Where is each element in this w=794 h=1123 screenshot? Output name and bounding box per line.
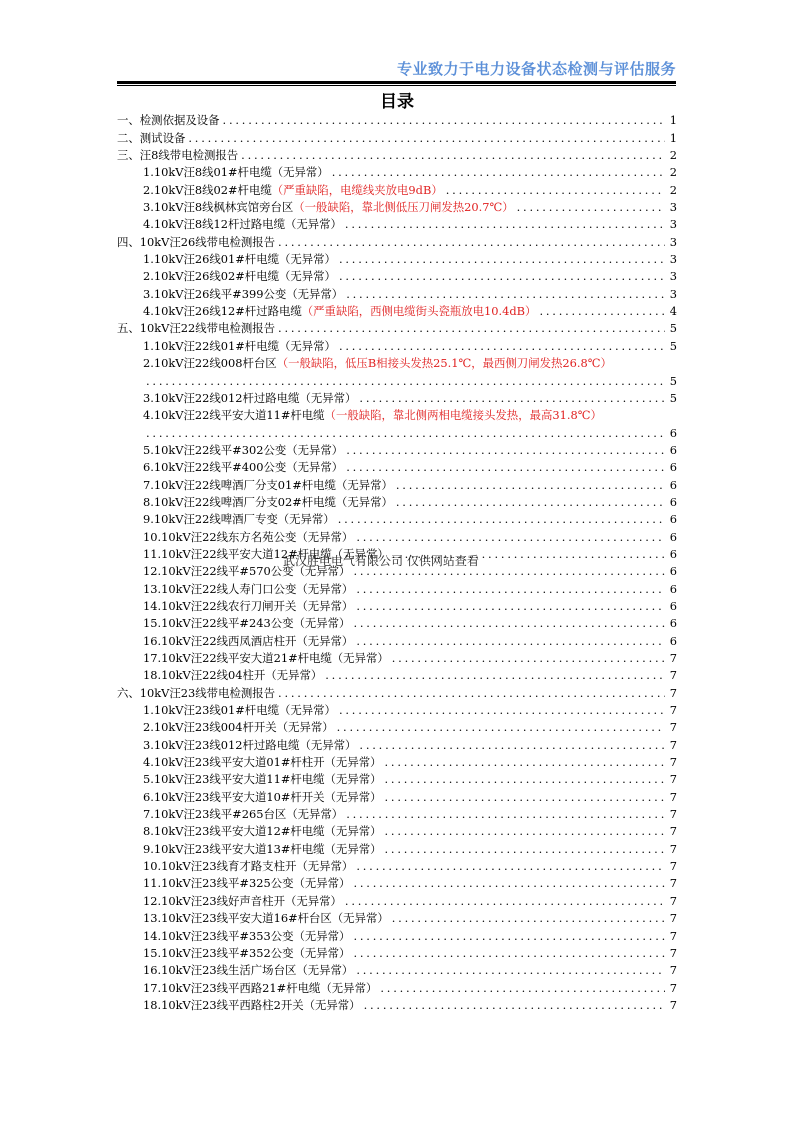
toc-entry[interactable] bbox=[117, 162, 677, 179]
toc-leader-dots bbox=[385, 842, 666, 856]
toc-entry[interactable] bbox=[117, 283, 677, 300]
toc-leader-dots bbox=[325, 668, 665, 682]
toc-entry-label bbox=[143, 894, 342, 908]
toc-entry-label bbox=[143, 512, 335, 526]
toc-entry[interactable] bbox=[117, 648, 677, 665]
toc-entry-text: 五、10kV汪22线带电检测报告 bbox=[117, 321, 276, 336]
toc-entry-label bbox=[143, 929, 350, 943]
toc-entry[interactable] bbox=[117, 630, 677, 647]
toc-entry-text: 8.10kV汪22线啤酒厂分支02#杆电缆（无异常） bbox=[143, 494, 393, 509]
toc-entry-label bbox=[117, 148, 238, 162]
toc-leader-dots bbox=[346, 460, 665, 474]
toc-page-number: 7 bbox=[669, 945, 677, 960]
toc-leader-dots bbox=[364, 998, 665, 1012]
toc-entry-label bbox=[143, 703, 336, 717]
toc-entry-text: 17.10kV汪23线平西路21#杆电缆（无异常） bbox=[143, 980, 378, 995]
toc-entry[interactable] bbox=[117, 249, 677, 266]
toc-page-number: 6 bbox=[669, 494, 677, 509]
toc-entry-label bbox=[117, 235, 275, 249]
toc-entry-label bbox=[143, 824, 382, 838]
toc-page-number: 3 bbox=[669, 269, 677, 284]
toc-page-number: 4 bbox=[669, 304, 677, 319]
toc-entry-text: 1.10kV汪23线01#杆电缆（无异常） bbox=[143, 703, 336, 718]
toc-leader-dots bbox=[332, 165, 665, 179]
toc-entry[interactable] bbox=[117, 405, 677, 422]
toc-page-number: 2 bbox=[669, 148, 677, 163]
toc-entry[interactable] bbox=[117, 821, 677, 838]
toc-entry-defect-note: （严重缺陷，西侧电缆街头瓷瓶放电10.4dB） bbox=[301, 304, 537, 319]
toc-entry[interactable] bbox=[117, 873, 677, 890]
toc-page-number: 7 bbox=[669, 824, 677, 839]
toc-entry[interactable] bbox=[117, 145, 677, 162]
toc-entry[interactable] bbox=[117, 197, 677, 214]
toc-entry-text: 2.10kV汪8线02#杆电缆 bbox=[143, 182, 272, 197]
toc-page-number: 7 bbox=[669, 997, 677, 1012]
toc-entry[interactable] bbox=[117, 786, 677, 803]
toc-leader-dots bbox=[356, 530, 665, 544]
toc-page-number: 6 bbox=[669, 425, 677, 440]
toc-entry[interactable] bbox=[117, 110, 677, 127]
toc-entry-defect-note: （一般缺陷，靠北侧低压刀闸发热20.7℃） bbox=[293, 200, 514, 215]
toc-entry-label bbox=[143, 460, 343, 474]
toc-page-number: 2 bbox=[669, 165, 677, 180]
toc-page-number: 6 bbox=[669, 529, 677, 544]
toc-entry-label bbox=[143, 859, 353, 873]
toc-entry-text: 13.10kV汪22线人寿门口公变（无异常） bbox=[143, 581, 354, 596]
toc-entry-label bbox=[143, 252, 336, 266]
toc-page-number: 1 bbox=[669, 113, 677, 128]
toc-entry-text: 6.10kV汪22线平#400公变（无异常） bbox=[143, 460, 344, 475]
toc-entry-label bbox=[143, 339, 336, 353]
toc-entry[interactable] bbox=[117, 717, 677, 734]
toc-page-number: 7 bbox=[669, 928, 677, 943]
toc-leader-dots bbox=[539, 304, 665, 318]
toc-entry-text: 3.10kV汪22线012杆过路电缆（无异常） bbox=[143, 390, 357, 405]
toc-entry[interactable] bbox=[117, 353, 677, 370]
toc-leader-dots bbox=[241, 148, 665, 162]
toc-entry[interactable] bbox=[117, 370, 677, 387]
toc-entry-label bbox=[143, 616, 350, 630]
toc-entry[interactable] bbox=[117, 127, 677, 144]
toc-page-number: 7 bbox=[669, 980, 677, 995]
toc-page-number: 7 bbox=[669, 911, 677, 926]
toc-entry-label bbox=[117, 131, 185, 145]
toc-leader-dots bbox=[278, 686, 665, 700]
toc-entry[interactable] bbox=[117, 214, 677, 231]
toc-entry-text: 10.10kV汪22线东方名苑公变（无异常） bbox=[143, 529, 354, 544]
toc-entry-label bbox=[143, 755, 382, 769]
toc-entry-label bbox=[117, 321, 275, 335]
toc-entry[interactable] bbox=[117, 526, 677, 543]
toc-entry[interactable] bbox=[117, 596, 677, 613]
toc-entry-label bbox=[143, 842, 382, 856]
toc-entry-label bbox=[143, 946, 350, 960]
toc-entry[interactable] bbox=[117, 977, 677, 994]
toc-entry-text: 4.10kV汪22线平安大道11#杆电缆 bbox=[143, 408, 325, 423]
toc-entry-label bbox=[143, 911, 389, 925]
toc-leader-dots bbox=[396, 478, 665, 492]
toc-entry[interactable] bbox=[117, 474, 677, 491]
toc-entry[interactable] bbox=[117, 388, 677, 405]
toc-entry-text: 14.10kV汪22线农行刀闸开关（无异常） bbox=[143, 598, 354, 613]
toc-entry-label bbox=[143, 998, 361, 1012]
toc-entry-text: 14.10kV汪23线平#353公变（无异常） bbox=[143, 928, 351, 943]
toc-entry-text: 15.10kV汪23线平#352公变（无异常） bbox=[143, 945, 351, 960]
toc-entry-text: 12.10kV汪23线好声音柱开（无异常） bbox=[143, 893, 342, 908]
toc-entry[interactable] bbox=[117, 804, 677, 821]
toc-page-number: 3 bbox=[669, 234, 677, 249]
toc-entry-defect-note: （严重缺陷，电缆线夹放电9dB） bbox=[271, 182, 443, 197]
toc-entry[interactable] bbox=[117, 179, 677, 196]
toc-entry[interactable] bbox=[117, 440, 677, 457]
toc-entry[interactable] bbox=[117, 734, 677, 751]
toc-entry-text: 2.10kV汪22线008杆台区 bbox=[143, 356, 277, 371]
toc-page-number: 7 bbox=[669, 841, 677, 856]
toc-page-number: 6 bbox=[669, 477, 677, 492]
toc-page-number: 3 bbox=[669, 200, 677, 215]
toc-entry-label bbox=[143, 599, 353, 613]
toc-entry-text: 16.10kV汪23线生活广场台区（无异常） bbox=[143, 963, 354, 978]
header-rule-thin bbox=[117, 85, 676, 86]
toc-entry-label bbox=[143, 582, 353, 596]
toc-leader-dots bbox=[385, 824, 666, 838]
toc-entry-label bbox=[143, 183, 443, 197]
toc-leader-dots bbox=[517, 200, 665, 214]
toc-entry-label bbox=[143, 790, 382, 804]
toc-page-number: 5 bbox=[669, 390, 677, 405]
toc-leader-dots bbox=[359, 391, 665, 405]
toc-leader-dots bbox=[278, 321, 665, 335]
toc-entry-text: 12.10kV汪22线平#570公变（无异常） bbox=[143, 564, 351, 579]
toc-entry[interactable] bbox=[117, 301, 677, 318]
toc-entry[interactable] bbox=[117, 838, 677, 855]
toc-entry-label bbox=[143, 981, 377, 995]
toc-entry[interactable] bbox=[117, 925, 677, 942]
toc-leader-dots bbox=[346, 287, 665, 301]
toc-leader-dots bbox=[385, 755, 666, 769]
toc-leader-dots bbox=[396, 495, 665, 509]
toc-entry[interactable] bbox=[117, 995, 677, 1012]
toc-entry-text: 10.10kV汪23线育才路支柱开（无异常） bbox=[143, 859, 354, 874]
toc-entry-text: 1.10kV汪8线01#杆电缆（无异常） bbox=[143, 165, 329, 180]
toc-entry-text: 4.10kV汪23线平安大道01#杆柱开（无异常） bbox=[143, 755, 382, 770]
toc-leader-dots bbox=[356, 634, 665, 648]
toc-page-number: 7 bbox=[669, 651, 677, 665]
toc-entry-text: 4.10kV汪8线12杆过路电缆（无异常） bbox=[143, 217, 342, 232]
toc-leader-dots bbox=[392, 651, 665, 665]
toc-entry[interactable] bbox=[117, 890, 677, 907]
toc-leader-dots bbox=[356, 582, 665, 596]
toc-leader-dots bbox=[356, 963, 665, 977]
toc-page-number: 6 bbox=[669, 460, 677, 475]
toc-page-number: 5 bbox=[669, 373, 677, 388]
toc-page-number: 6 bbox=[669, 546, 677, 561]
toc-entry-label bbox=[143, 165, 329, 179]
toc-entry[interactable] bbox=[117, 231, 677, 248]
toc-page-number: 6 bbox=[669, 564, 677, 579]
toc-leader-dots bbox=[392, 911, 665, 925]
toc-entry-label bbox=[143, 634, 353, 648]
toc-entry-text: 15.10kV汪22线平#243公变（无异常） bbox=[143, 616, 351, 631]
toc-entry-text: 3.10kV汪23线012杆过路电缆（无异常） bbox=[143, 737, 357, 752]
toc-entry-label bbox=[143, 304, 536, 318]
watermark: 武汉胜电电气有限公司 仅供网站查看 bbox=[283, 554, 479, 568]
toc-entry-text: 11.10kV汪22线平安大道12#杆电缆（无异常） bbox=[143, 546, 389, 561]
toc-entry-text: 16.10kV汪22线西凤酒店柱开（无异常） bbox=[143, 633, 354, 648]
toc-page-number: 6 bbox=[669, 616, 677, 631]
toc-leader-dots bbox=[345, 894, 665, 908]
toc-entry-label bbox=[143, 391, 356, 405]
toc-entry-text: 18.10kV汪22线04柱开（无异常） bbox=[143, 668, 323, 683]
toc-entry[interactable] bbox=[117, 856, 677, 873]
toc-entry-text: 一、检测依据及设备 bbox=[117, 113, 220, 128]
toc-page-number: 6 bbox=[669, 598, 677, 613]
header-slogan: 专业致力于电力设备状态检测与评估服务 bbox=[396, 60, 676, 78]
toc-entry[interactable] bbox=[117, 266, 677, 283]
toc-leader-dots bbox=[278, 235, 665, 249]
toc-leader-dots bbox=[385, 790, 666, 804]
toc-page-number: 5 bbox=[669, 338, 677, 353]
toc-leader-dots bbox=[146, 426, 665, 440]
toc-entry-label bbox=[143, 876, 350, 890]
toc-entry[interactable] bbox=[117, 509, 677, 526]
toc-page-number: 6 bbox=[669, 633, 677, 648]
toc-leader-dots bbox=[339, 252, 665, 266]
toc-entry-label bbox=[117, 113, 220, 127]
toc-page-number: 1 bbox=[669, 130, 677, 145]
toc-entry-text: 17.10kV汪22线平安大道21#杆电缆（无异常） bbox=[143, 651, 389, 665]
toc-entry-text: 5.10kV汪23线平安大道11#杆电缆（无异常） bbox=[143, 772, 382, 787]
toc-leader-dots bbox=[346, 443, 665, 457]
toc-entry-label bbox=[143, 200, 514, 214]
toc-entry-text: 3.10kV汪26线平#399公变（无异常） bbox=[143, 286, 344, 301]
toc-entry[interactable] bbox=[117, 908, 677, 925]
toc-leader-dots bbox=[188, 131, 665, 145]
toc-entry-text: 二、测试设备 bbox=[117, 130, 186, 145]
toc-entry-label bbox=[143, 668, 322, 682]
toc-entry-text: 13.10kV汪23线平安大道16#杆台区（无异常） bbox=[143, 911, 389, 926]
toc-entry[interactable] bbox=[117, 943, 677, 960]
toc-entry-text: 6.10kV汪23线平安大道10#杆开关（无异常） bbox=[143, 789, 382, 804]
toc-leader-dots bbox=[385, 772, 666, 786]
toc-leader-dots bbox=[146, 374, 665, 388]
toc-entry-label bbox=[143, 495, 393, 509]
toc-entry-label bbox=[143, 269, 336, 283]
toc-leader-dots bbox=[359, 738, 665, 752]
toc-entry-defect-note: （一般缺陷，靠北侧两相电缆接头发热，最高31.8℃） bbox=[324, 408, 602, 423]
toc-entry-label bbox=[143, 443, 343, 457]
page-title: 目录 bbox=[380, 92, 414, 112]
toc-entry-label bbox=[143, 963, 353, 977]
toc-entry[interactable] bbox=[117, 682, 677, 699]
toc-entry-text: 3.10kV汪8线枫林宾馆旁台区 bbox=[143, 200, 294, 215]
toc-page-number: 7 bbox=[669, 789, 677, 804]
toc-leader-dots bbox=[353, 876, 665, 890]
toc-entry-defect-note: （一般缺陷，低压B相接头发热25.1℃，最西侧刀闸发热26.8℃） bbox=[276, 356, 612, 371]
toc-entry-text: 9.10kV汪22线啤酒厂专变（无异常） bbox=[143, 512, 335, 527]
toc-entry-text: 8.10kV汪23线平安大道12#杆电缆（无异常） bbox=[143, 824, 382, 839]
toc-page-number: 7 bbox=[669, 876, 677, 891]
toc-leader-dots bbox=[356, 599, 665, 613]
toc-leader-dots bbox=[345, 217, 665, 231]
toc-entry[interactable] bbox=[117, 769, 677, 786]
toc-entry-label bbox=[143, 478, 393, 492]
toc-entry[interactable] bbox=[117, 613, 677, 630]
toc-leader-dots bbox=[338, 512, 665, 526]
toc-page-number: 2 bbox=[669, 182, 677, 197]
toc-entry-label bbox=[143, 807, 343, 821]
toc-entry-text: 三、汪8线带电检测报告 bbox=[117, 148, 239, 163]
toc-entry-label bbox=[143, 408, 602, 422]
toc-leader-dots bbox=[339, 339, 665, 353]
header-rule bbox=[117, 81, 676, 84]
toc-entry[interactable] bbox=[117, 665, 677, 682]
toc-page-number: 6 bbox=[669, 581, 677, 596]
toc-entry[interactable] bbox=[117, 752, 677, 769]
toc-leader-dots bbox=[223, 113, 665, 127]
toc-entry-text: 六、10kV汪23线带电检测报告 bbox=[117, 685, 276, 700]
toc-leader-dots bbox=[446, 183, 665, 197]
toc-entry[interactable] bbox=[117, 960, 677, 977]
toc-entry-text: 1.10kV汪22线01#杆电缆（无异常） bbox=[143, 338, 336, 353]
toc-page-number: 7 bbox=[669, 737, 677, 752]
toc-page-number: 7 bbox=[669, 893, 677, 908]
toc-entry-text: 18.10kV汪23线平西路柱2开关（无异常） bbox=[143, 997, 361, 1012]
toc-entry-text: 2.10kV汪23线004杆开关（无异常） bbox=[143, 720, 334, 735]
toc-entry-text: 5.10kV汪22线平#302公变（无异常） bbox=[143, 442, 344, 457]
toc-entry-label bbox=[143, 772, 382, 786]
toc-entry[interactable] bbox=[117, 578, 677, 595]
toc-entry-label bbox=[143, 356, 612, 370]
toc-leader-dots bbox=[356, 859, 665, 873]
toc-page-number: 3 bbox=[669, 286, 677, 301]
toc-page-number: 3 bbox=[669, 252, 677, 267]
toc-entry-label bbox=[143, 651, 389, 665]
toc-page-number: 7 bbox=[669, 963, 677, 978]
toc-leader-dots bbox=[346, 807, 665, 821]
toc-leader-dots bbox=[337, 720, 665, 734]
toc-entry-label bbox=[143, 287, 343, 301]
toc-page-number: 7 bbox=[669, 703, 677, 718]
toc-entry-text: 2.10kV汪26线02#杆电缆（无异常） bbox=[143, 269, 336, 284]
toc-page-number: 7 bbox=[669, 807, 677, 822]
toc-entry-text: 1.10kV汪26线01#杆电缆（无异常） bbox=[143, 252, 336, 267]
toc-entry[interactable] bbox=[117, 335, 677, 352]
toc-entry-label bbox=[143, 217, 342, 231]
toc-leader-dots bbox=[339, 269, 665, 283]
toc-entry-label bbox=[143, 530, 353, 544]
toc-entry[interactable] bbox=[117, 422, 677, 439]
toc-leader-dots bbox=[353, 929, 665, 943]
toc-page-number: 6 bbox=[669, 512, 677, 527]
toc-entry[interactable] bbox=[117, 492, 677, 509]
toc-entry-text: 9.10kV汪23线平安大道13#杆电缆（无异常） bbox=[143, 841, 382, 856]
toc-entry-text: 4.10kV汪26线12#杆过路电缆 bbox=[143, 304, 302, 319]
toc-entry[interactable] bbox=[117, 700, 677, 717]
toc-page-number: 5 bbox=[669, 321, 677, 336]
toc-page-number: 7 bbox=[669, 859, 677, 874]
toc-entry[interactable] bbox=[117, 318, 677, 335]
toc-entry-text: 11.10kV汪23线平#325公变（无异常） bbox=[143, 876, 351, 891]
toc-page-number: 7 bbox=[669, 772, 677, 787]
toc-leader-dots bbox=[339, 703, 665, 717]
toc-page-number: 3 bbox=[669, 217, 677, 232]
toc-page-number: 7 bbox=[669, 685, 677, 700]
toc-entry[interactable] bbox=[117, 457, 677, 474]
toc-page-number: 7 bbox=[669, 755, 677, 770]
toc-entry-text: 7.10kV汪22线啤酒厂分支01#杆电缆（无异常） bbox=[143, 477, 393, 492]
toc-leader-dots bbox=[380, 981, 665, 995]
toc-entry-text: 7.10kV汪23线平#265台区（无异常） bbox=[143, 807, 344, 822]
toc-page-number: 7 bbox=[669, 720, 677, 735]
toc-entry-label bbox=[143, 738, 356, 752]
toc-entry-label bbox=[143, 720, 334, 734]
toc-page-number: 6 bbox=[669, 442, 677, 457]
toc-entry-text: 四、10kV汪26线带电检测报告 bbox=[117, 234, 276, 249]
toc-leader-dots bbox=[353, 946, 665, 960]
toc-leader-dots bbox=[353, 616, 665, 630]
toc-page-number: 7 bbox=[669, 668, 677, 683]
toc-entry-label bbox=[117, 686, 275, 700]
